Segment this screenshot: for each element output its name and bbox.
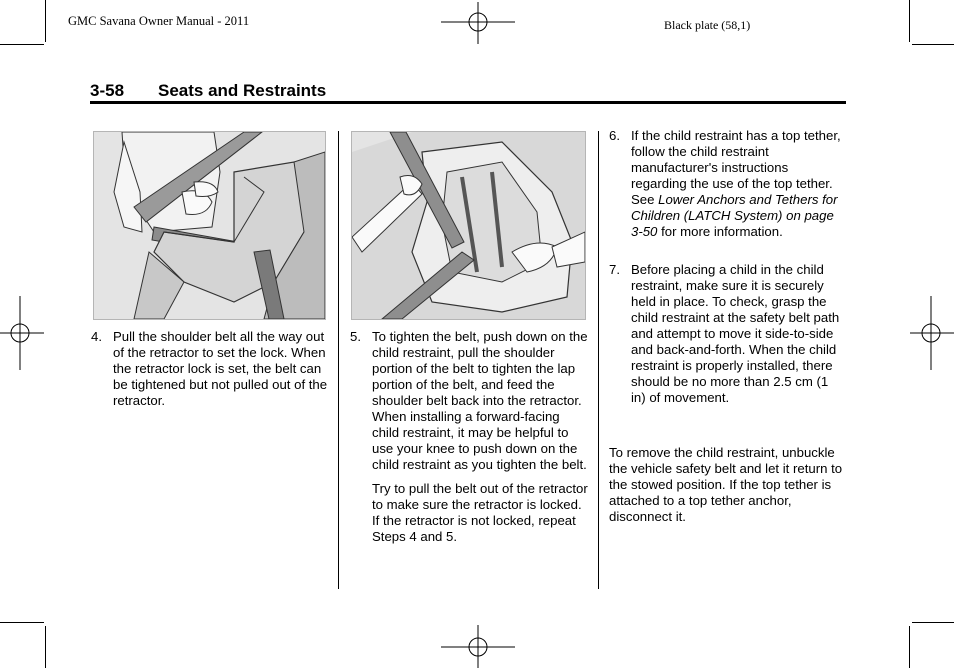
step-5 (350, 329, 590, 545)
crop-mark (45, 0, 46, 42)
step-text: Before placing a child in the child restraint, make sure it is securely held in place. To check, grasp the child restraint at the safety belt path and attempt to move it side-to-side and back-and-forth. When the child restraint is properly installed, there should be no more than 2.5 cm (1 in) of movement. (631, 262, 840, 405)
step-6 (609, 128, 845, 240)
crop-mark (909, 626, 910, 668)
step-number: 7. (609, 262, 620, 277)
page-number: 3-58 (90, 81, 125, 100)
step-number: 4. (91, 329, 102, 344)
registration-mark-left (0, 296, 44, 370)
crop-mark (909, 0, 910, 42)
crop-mark (0, 44, 44, 45)
removal-paragraph: To remove the child restraint, unbuckle the vehicle safety belt and let it return to the stowed position. If the top tether is attached to a top tether anchor, disconnect it. (609, 445, 843, 524)
section-title: Seats and Restraints (158, 81, 327, 100)
cross-reference-link[interactable]: Lower Anchors and Tethers for Children (LATCH System) on page 3-50 (631, 192, 838, 239)
manual-title: GMC Savana Owner Manual - 2011 (68, 14, 250, 28)
crop-mark (0, 622, 44, 623)
step-text: Pull the shoulder belt all the way out of the retractor to set the lock. When the retractor lock is set, the belt can be tightened but not pulled out of the retractor. (113, 329, 328, 408)
step-number: 5. (350, 329, 361, 344)
section-header (90, 81, 326, 101)
registration-mark-bottom (441, 625, 515, 668)
registration-mark-top (441, 2, 515, 46)
step-7 (609, 262, 845, 406)
header-rule (90, 101, 846, 104)
belt-tighten-illustration (351, 131, 586, 320)
step-text: To tighten the belt, push down on the child restraint, pull the shoulder portion of the belt to tighten the lap portion of the belt, and feed the shoulder belt back into the retractor. When installing a forward-facing child restraint, it may be helpful to use your knee to push down on the child restraint as you tighten the belt. (372, 329, 588, 472)
crop-mark (912, 44, 954, 45)
step-text-before: If the child restraint has a top tether, follow the child restraint manufacturer's instructions regarding the use of the top tether. See (631, 128, 841, 207)
step-text-after: for more information. (657, 224, 783, 239)
step-note: Try to pull the belt out of the retractor to make sure the retractor is locked. If the retractor is not locked, repeat Steps 4 and 5. (372, 481, 588, 544)
belt-lock-illustration (93, 131, 326, 320)
column-divider (598, 131, 599, 589)
column-divider (338, 131, 339, 589)
crop-mark (912, 622, 954, 623)
plate-label: Black plate (58,1) (664, 18, 751, 32)
step-text (631, 128, 845, 240)
crop-mark (45, 626, 46, 668)
step-4 (91, 329, 331, 409)
step-number: 6. (609, 128, 620, 143)
registration-mark-right (910, 296, 954, 370)
